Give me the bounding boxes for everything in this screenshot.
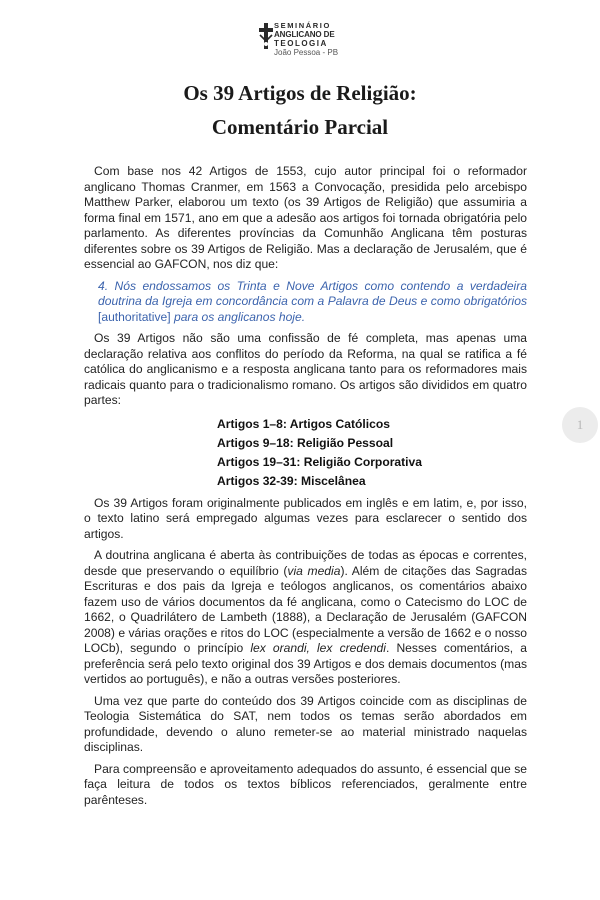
title-line-1: Os 39 Artigos de Religião:	[183, 81, 417, 105]
list-item: Artigos 19–31: Religião Corporativa	[217, 454, 422, 469]
logo-line-1: SEMINÁRIO	[274, 21, 331, 30]
document-body	[84, 164, 527, 814]
cross-emblem-icon	[258, 23, 274, 49]
logo-line-3: TEOLOGIA	[274, 38, 328, 48]
page-number-badge: 1	[562, 407, 598, 443]
lex-orandi-term: lex orandi, lex credendi	[250, 641, 386, 655]
gafcon-quote	[98, 279, 527, 326]
paragraph-intro: Com base nos 42 Artigos de 1553, cujo autor principal foi o reformador anglicano Thomas Cranmer, em 1563 a Convocação, presidida pelo arcebispo Matthew Parker, elaborou um texto (os 39 Artigos de Religião) que assumiria a forma final em 1571, ano em que a adesão aos artigos foi tornada obrigatória pelo parlamento. As diferentes províncias da Comunhão Anglicana têm posturas diferentes sobre os 39 Artigos de Religião. Mas a declaração de Jerusalém, que é essencial ao GAFCON, nos diz que:	[84, 164, 527, 271]
paragraph-systematic: Uma vez que parte do conteúdo dos 39 Artigos coincide com as disciplinas de Teologia Sistemática do SAT, nem todos os temas serão abordados em profundidade, devendo o aluno remeter-se ao material ministrado naquelas disciplinas.	[84, 693, 527, 754]
logo-line-4: João Pessoa - PB	[274, 47, 339, 57]
doctrine-text-b: ). Além de citações das Sagradas Escrituras e dos pais da Igreja e teólogos anglicanos, os comentários abaixo fazem uso de vários documentos da fé anglicana, como o Catecismo do LOC de 1662, o Quadrilátero de Lambeth (1888), a Declaração de Jerusalém (GAFCON 2008) e várias orações e ritos do LOC (especialmente a versão de 1662 e o nosso LOCb), segundo o princípio	[84, 563, 527, 655]
paragraph-languages: Os 39 Artigos foram originalmente publicados em inglês e em latim, e, por isso, o texto latino será empregado algumas vezes para esclarecer o sentido dos artigos.	[84, 495, 527, 541]
logo-line-2: ANGLICANO DE	[274, 29, 335, 39]
via-media-term: via media	[287, 563, 341, 578]
paragraph-overview: Os 39 Artigos não são uma confissão de fé completa, mas apenas uma declaração relativa aos conflitos do período da Reforma, na qual se ratifica a fé católica do anglicanismo e a resposta anglicana tanto para os reformadores mais radicais quanto para o tradicionalismo romano. Os artigos são divididos em quatro partes:	[84, 331, 527, 407]
doctrine-text-c: . Nesses comentários, a preferência será pelo texto original dos 39 Artigos e dos demais documentos (mas vertidos ao português), e não a outras versões posteriores.	[84, 641, 527, 686]
quote-authoritative: [authoritative]	[98, 309, 171, 324]
list-item: Artigos 9–18: Religião Pessoal	[217, 435, 394, 450]
paragraph-doctrine	[84, 548, 527, 688]
title-line-2: Comentário Parcial	[211, 115, 389, 139]
seminary-logo	[258, 20, 378, 66]
quote-text-2: para os anglicanos hoje.	[170, 309, 306, 324]
list-item: Artigos 32-39: Miscelânea	[217, 473, 366, 488]
paragraph-reading: Para compreensão e aproveitamento adequados do assunto, é essencial que se faça leitura de todos os textos bíblicos referenciados, geralmente entre parênteses.	[84, 761, 527, 807]
page-title	[0, 76, 600, 144]
list-item: Artigos 1–8: Artigos Católicos	[217, 416, 390, 431]
quote-text-1: 4. Nós endossamos os Trinta e Nove Artigos como contendo a verdadeira doutrina da Igreja em concordância com a Palavra de Deus e como obrigatórios	[98, 278, 527, 308]
doctrine-text-a: A doutrina anglicana é aberta às contribuições de todas as épocas e correntes, desde que preservando o equilíbrio (	[84, 548, 527, 578]
articles-parts-list	[84, 415, 527, 491]
